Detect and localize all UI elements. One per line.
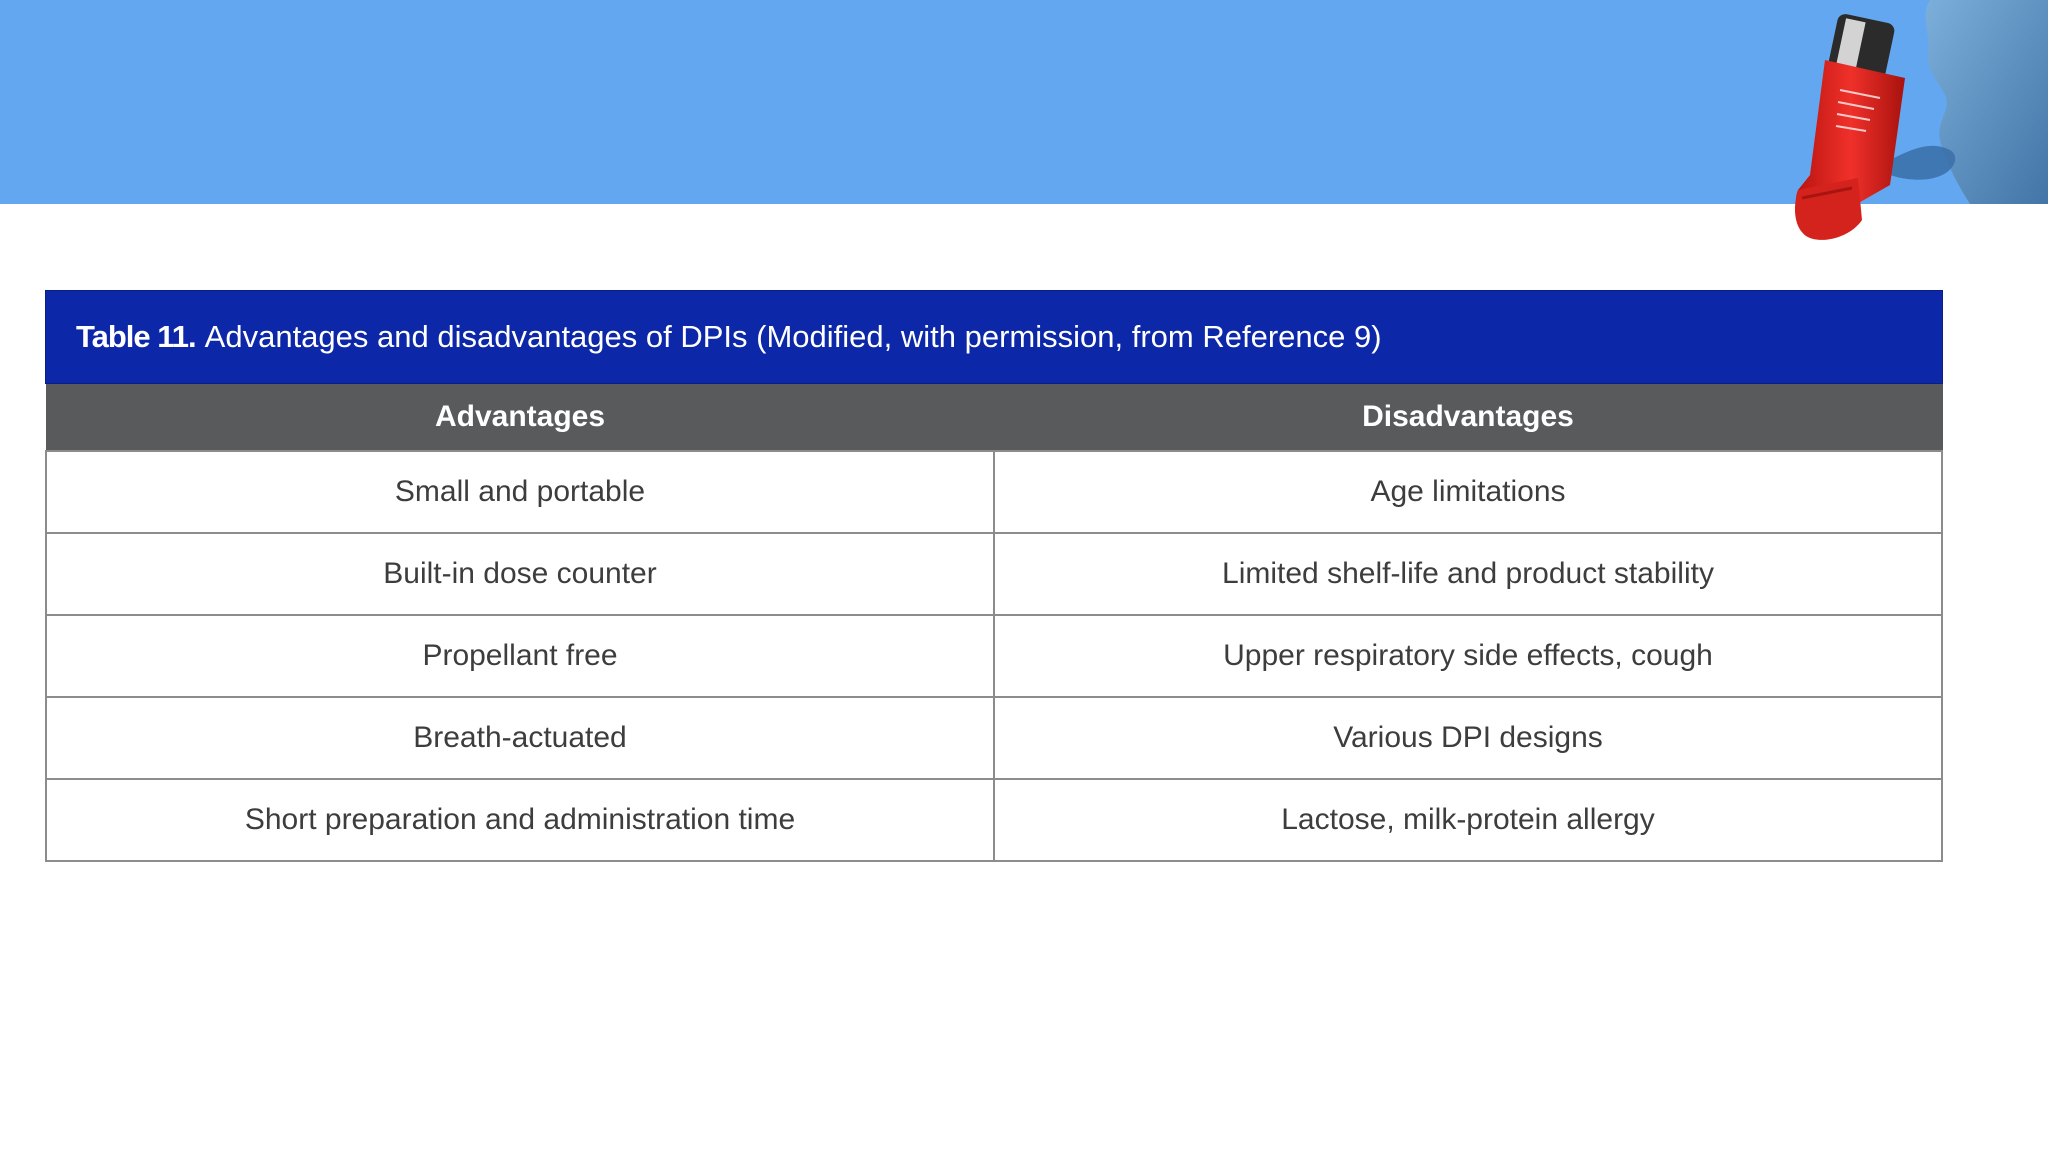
advantage-cell: Propellant free [46, 615, 994, 697]
disadvantage-cell: Upper respiratory side effects, cough [994, 615, 1942, 697]
table-caption [45, 290, 1943, 384]
table-caption-label: Table 11. [76, 319, 196, 354]
inhaler-image [1740, 0, 2048, 250]
hand-shape [1890, 146, 1955, 180]
comparison-table [45, 384, 1943, 862]
column-header-advantages: Advantages [46, 384, 994, 451]
disadvantage-cell: Lactose, milk-protein allergy [994, 779, 1942, 861]
table-row [46, 615, 1942, 697]
disadvantage-cell: Age limitations [994, 451, 1942, 533]
table-row [46, 451, 1942, 533]
disadvantage-cell: Limited shelf-life and product stability [994, 533, 1942, 615]
table-caption-text: Advantages and disadvantages of DPIs (Modified, with permission, from Reference 9) [204, 319, 1382, 354]
table-row [46, 533, 1942, 615]
advantage-cell: Built-in dose counter [46, 533, 994, 615]
table-row [46, 779, 1942, 861]
column-header-disadvantages: Disadvantages [994, 384, 1942, 451]
header-row [46, 384, 1942, 451]
table-row [46, 697, 1942, 779]
advantage-cell: Breath-actuated [46, 697, 994, 779]
disadvantage-cell: Various DPI designs [994, 697, 1942, 779]
dpi-table [45, 290, 1943, 862]
advantage-cell: Small and portable [46, 451, 994, 533]
advantage-cell: Short preparation and administration time [46, 779, 994, 861]
